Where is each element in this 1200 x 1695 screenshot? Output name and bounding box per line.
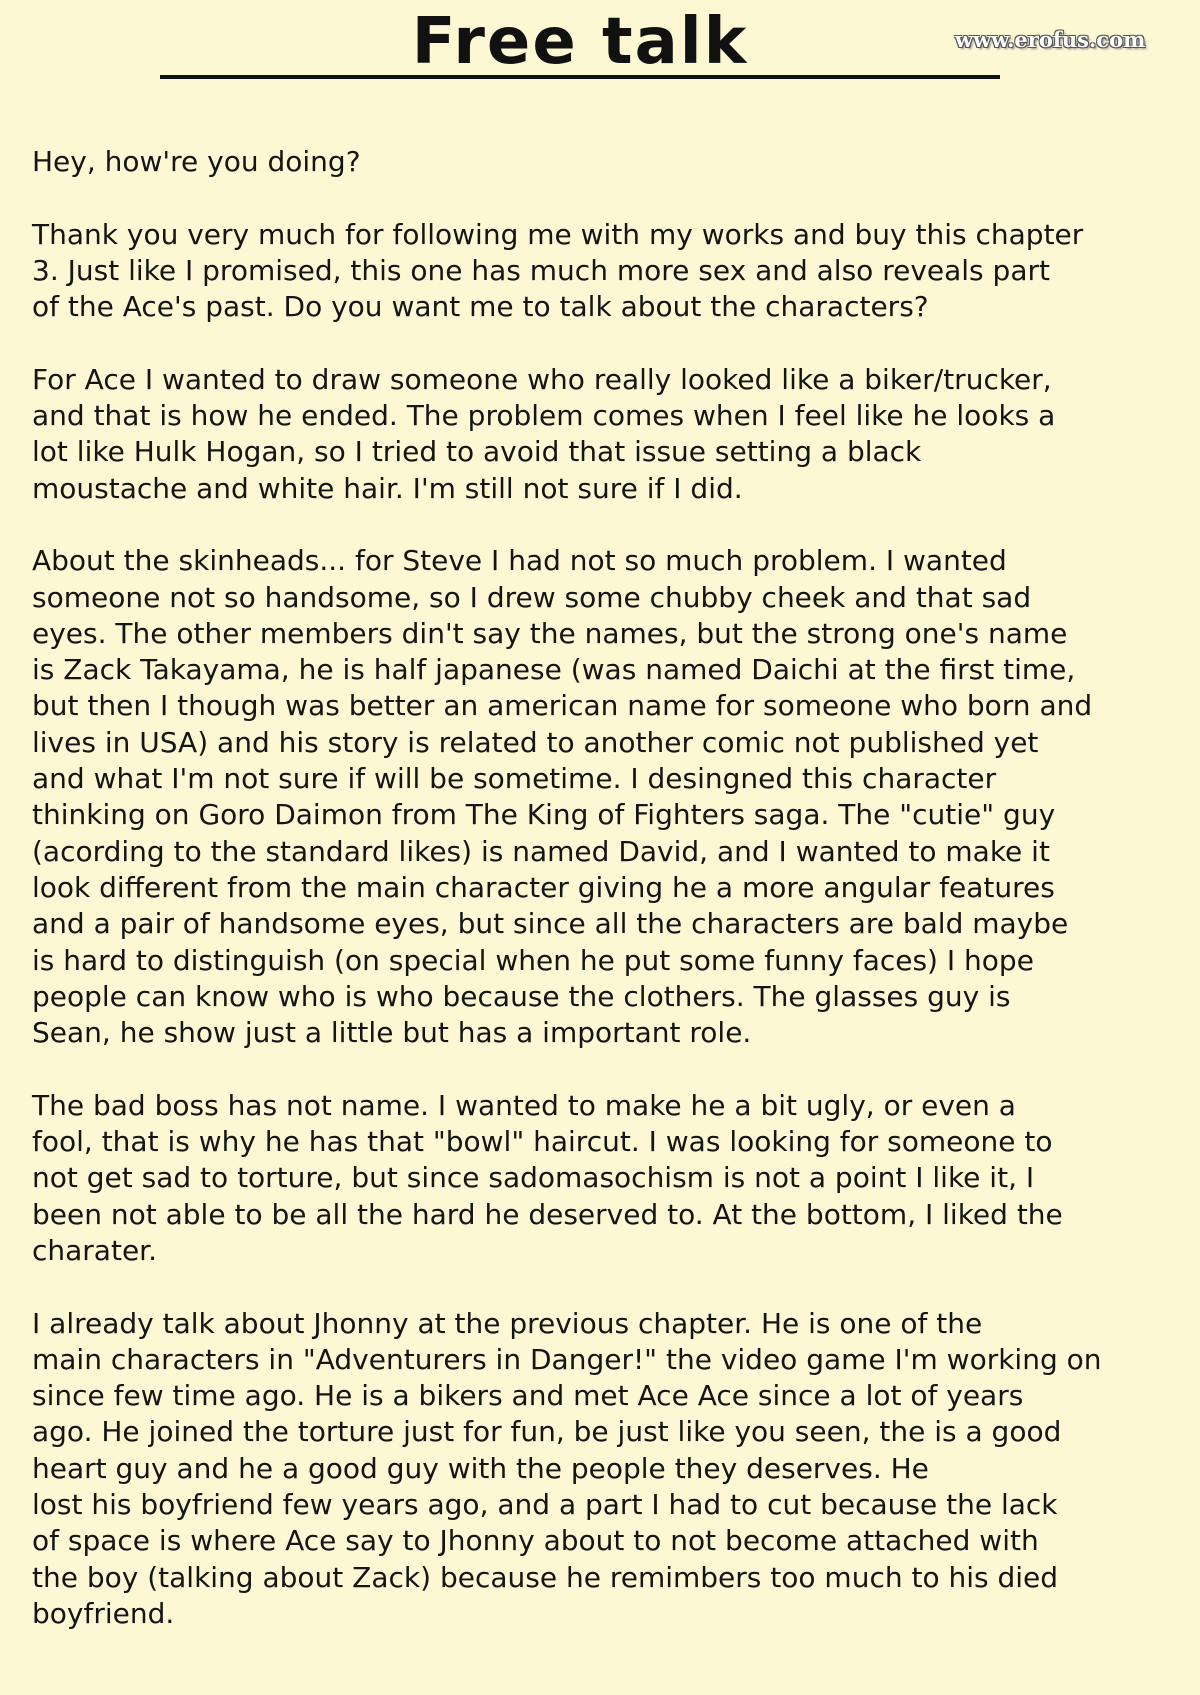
text-line: and that is how he ended. The problem comes when I feel like he looks a	[32, 399, 1056, 433]
text-line: 3. Just like I promised, this one has much more sex and also reveals part	[32, 253, 1050, 287]
text-line: since few time ago. He is a bikers and met Ace Ace since a lot of years	[32, 1379, 1024, 1413]
text-line: fool, that is why he has that "bowl" haircut. I was looking for someone to	[32, 1125, 1053, 1159]
text-line: charater.	[32, 1233, 158, 1267]
text-line: Hey, how're you doing?	[32, 145, 361, 178]
paragraph-ace	[32, 362, 1192, 507]
text-line: boyfriend.	[32, 1596, 175, 1630]
text-line: but then I though was better an american name for someone who born and	[32, 689, 1093, 723]
text-line: of the Ace's past. Do you want me to talk about the characters?	[32, 290, 929, 324]
title-underline	[160, 75, 1000, 79]
watermark: www.erofus.com	[955, 27, 1146, 52]
text-line: and a pair of handsome eyes, but since all the characters are bald maybe	[32, 907, 1069, 941]
text-line: lot like Hulk Hogan, so I tried to avoid that issue setting a black	[32, 435, 922, 469]
text-line: ago. He joined the torture just for fun, be just like you seen, the is a good	[32, 1415, 1062, 1449]
text-line: For Ace I wanted to draw someone who really looked like a biker/trucker,	[32, 362, 1052, 396]
text-line: the boy (talking about Zack) because he remimbers too much to his died	[32, 1560, 1059, 1594]
text-line: not get sad to torture, but since sadomasochism is not a point I like it, I	[32, 1161, 1035, 1195]
text-line: About the skinheads... for Steve I had not so much problem. I wanted	[32, 544, 1007, 578]
text-line: I already talk about Jhonny at the previous chapter. He is one of the	[32, 1306, 983, 1340]
text-line: people can know who is who because the clothers. The glasses guy is	[32, 979, 1011, 1013]
text-line: eyes. The other members din't say the names, but the strong one's name	[32, 616, 1068, 650]
paragraph-bad-boss	[32, 1088, 1192, 1269]
text-line: and what I'm not sure if will be sometime. I desingned this character	[32, 762, 997, 796]
text-line: (acording to the standard likes) is named David, and I wanted to make it	[32, 834, 1050, 868]
text-line: lives in USA) and his story is related to another comic not published yet	[32, 725, 1039, 759]
text-line: of space is where Ace say to Jhonny about to not become attached with	[32, 1524, 1039, 1558]
free-talk-body	[32, 144, 1192, 1668]
text-line: Thank you very much for following me with my works and buy this chapter	[32, 217, 1084, 251]
text-line: someone not so handsome, so I drew some chubby cheek and that sad	[32, 580, 1032, 614]
text-line: look different from the main character giving he a more angular features	[32, 870, 1055, 904]
text-line: moustache and white hair. I'm still not sure if I did.	[32, 471, 743, 505]
paragraph-greeting	[32, 144, 1192, 180]
text-line: thinking on Goro Daimon from The King of Fighters saga. The "cutie" guy	[32, 798, 1056, 832]
text-line: Sean, he show just a little but has a important role.	[32, 1016, 752, 1050]
text-line: is hard to distinguish (on special when he put some funny faces) I hope	[32, 943, 1034, 977]
text-line: is Zack Takayama, he is half japanese (was named Daichi at the first time,	[32, 653, 1076, 687]
text-line: been not able to be all the hard he deserved to. At the bottom, I liked the	[32, 1197, 1063, 1231]
page-title: Free talk	[411, 5, 749, 79]
paragraph-skinheads	[32, 543, 1192, 1051]
paragraph-thanks	[32, 217, 1192, 326]
text-line: main characters in "Adventurers in Danger!" the video game I'm working on	[32, 1342, 1102, 1376]
text-line: The bad boss has not name. I wanted to make he a bit ugly, or even a	[32, 1088, 1016, 1122]
text-line: lost his boyfriend few years ago, and a part I had to cut because the lack	[32, 1487, 1058, 1521]
text-line: heart guy and he a good guy with the people they deserves. He	[32, 1451, 929, 1485]
paragraph-jhonny	[32, 1306, 1192, 1633]
